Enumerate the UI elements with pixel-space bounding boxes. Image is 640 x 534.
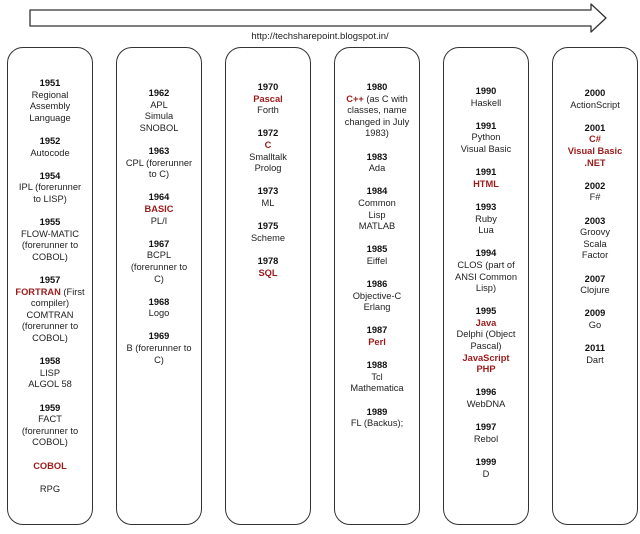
timeline-entry	[553, 308, 637, 331]
language-text: changed in July	[344, 116, 410, 127]
entry-year: 2002	[584, 180, 606, 191]
entry-year: 1963	[148, 145, 170, 156]
language-text: Ada	[368, 163, 386, 174]
language-line	[226, 105, 310, 117]
entry-year: 1984	[366, 186, 388, 197]
language-line	[226, 163, 310, 175]
entry-year: 2009	[584, 308, 606, 319]
language-line	[8, 461, 92, 473]
entry-year: 2003	[584, 215, 606, 226]
entry-year: 2000	[584, 88, 606, 98]
entry-year: 1975	[257, 221, 279, 232]
language-line	[553, 239, 637, 251]
language-text: (forerunner to	[130, 261, 188, 272]
timeline-entry	[8, 78, 92, 124]
timeline-entry	[8, 403, 92, 449]
timeline-entry	[226, 82, 310, 117]
entry-year: 1990	[475, 86, 497, 96]
language-line	[117, 250, 201, 262]
language-line	[8, 426, 92, 438]
language-line	[444, 469, 528, 481]
language-text: Ruby	[475, 213, 497, 224]
decade-column	[443, 47, 529, 525]
language-line	[8, 252, 92, 264]
language-text: classes, name	[347, 105, 407, 116]
language-line	[444, 318, 528, 330]
language-line	[226, 198, 310, 210]
language-line	[444, 260, 528, 272]
entry-year: 1994	[475, 248, 497, 259]
language-text: Smalltalk	[249, 151, 287, 162]
timeline-entry	[335, 279, 419, 314]
language-line	[553, 158, 637, 170]
language-text: COBOL)	[32, 251, 68, 262]
language-text: Tcl	[371, 371, 383, 382]
language-line	[444, 144, 528, 156]
language-line	[444, 353, 528, 365]
timeline-entry	[117, 297, 201, 320]
language-text: Lisp	[368, 209, 386, 220]
language-line	[8, 414, 92, 426]
highlighted-language: C	[264, 139, 272, 150]
entry-year: 1954	[39, 170, 61, 181]
timeline-entry	[226, 128, 310, 174]
language-text: Clojure	[580, 285, 610, 296]
highlighted-language: JavaScript	[462, 352, 510, 363]
language-text: WebDNA	[466, 399, 506, 410]
language-text: F#	[589, 192, 601, 203]
language-line	[553, 250, 637, 262]
language-line	[444, 272, 528, 284]
language-text: (as C with	[363, 93, 408, 104]
decade-column	[7, 47, 93, 525]
timeline-entry	[444, 121, 528, 156]
language-text: COBOL)	[32, 333, 68, 344]
language-line	[8, 182, 92, 194]
language-line	[335, 418, 419, 430]
timeline-entry	[117, 88, 201, 134]
language-line	[553, 146, 637, 158]
language-line	[8, 194, 92, 206]
timeline-entry	[444, 387, 528, 410]
language-line	[8, 101, 92, 113]
language-text: compiler)	[30, 298, 70, 309]
timeline-entry	[444, 457, 528, 480]
timeline-entry	[444, 248, 528, 294]
language-line	[444, 341, 528, 353]
language-line	[117, 204, 201, 216]
decade-column	[552, 47, 638, 525]
highlighted-language: C#	[589, 134, 601, 145]
language-line	[444, 434, 528, 446]
language-line	[335, 291, 419, 303]
entry-year: 1951	[39, 78, 61, 88]
entry-year: 1970	[257, 82, 279, 92]
entry-year: 1957	[39, 275, 61, 286]
timeline-entry	[226, 186, 310, 209]
entry-year: 1968	[148, 296, 170, 307]
language-line	[117, 111, 201, 123]
language-text: (forerunner to	[21, 425, 79, 436]
timeline-entry	[553, 88, 637, 111]
language-text: CPL (forerunner	[125, 157, 193, 168]
entry-year: 1995	[475, 306, 497, 317]
language-line	[444, 283, 528, 295]
timeline-entry	[8, 171, 92, 206]
language-text: FLOW-MATIC	[20, 228, 79, 239]
decade-column	[116, 47, 202, 525]
language-text: ActionScript	[570, 99, 620, 110]
language-line	[226, 268, 310, 280]
language-line	[8, 287, 92, 299]
language-line	[8, 379, 92, 391]
entry-year: 1989	[366, 406, 388, 417]
timeline-entry	[335, 325, 419, 348]
language-text: Forth	[257, 105, 279, 116]
language-text: FL (Backus);	[350, 418, 404, 429]
language-text: Common	[358, 197, 396, 208]
timeline-entry	[444, 202, 528, 237]
language-text: FACT	[38, 414, 62, 425]
language-line	[335, 221, 419, 233]
entry-year: 1985	[366, 244, 388, 255]
timeline-entry	[553, 274, 637, 297]
highlighted-language: SQL	[258, 267, 278, 278]
language-line	[117, 123, 201, 135]
language-text: (forerunner to	[21, 240, 79, 251]
language-line	[335, 256, 419, 268]
language-text: to LISP)	[33, 193, 67, 204]
language-text: Rebol	[473, 433, 499, 444]
highlighted-language: HTML	[473, 178, 499, 189]
language-text: RPG	[39, 483, 61, 494]
timeline-entry	[553, 216, 637, 262]
language-text: Lisp)	[475, 283, 497, 294]
timeline-entry	[117, 331, 201, 366]
language-text: ML	[261, 197, 275, 208]
language-line	[553, 100, 637, 112]
language-text: Scala	[583, 238, 607, 249]
language-line	[117, 262, 201, 274]
language-line	[335, 337, 419, 349]
timeline-entry	[335, 82, 419, 140]
language-text: Haskell	[470, 97, 502, 108]
entry-year: 1959	[39, 402, 61, 413]
language-text: Delphi (Object	[456, 329, 516, 340]
highlighted-language: COBOL	[33, 460, 67, 471]
language-line	[444, 214, 528, 226]
language-text: Python	[471, 132, 501, 143]
language-text: SNOBOL	[139, 122, 179, 133]
language-text: Mathematica	[350, 383, 404, 394]
language-text: Groovy	[580, 227, 610, 238]
language-line	[8, 333, 92, 345]
language-line	[117, 216, 201, 228]
language-line	[335, 383, 419, 395]
entry-year: 1973	[257, 186, 279, 197]
language-text: Autocode	[30, 147, 70, 158]
language-text: COMTRAN	[26, 309, 74, 320]
language-line	[8, 321, 92, 333]
timeline-entry	[8, 484, 92, 496]
language-line	[444, 225, 528, 237]
language-text: to C)	[148, 169, 170, 180]
language-text: Objective-C	[352, 290, 402, 301]
language-line	[335, 302, 419, 314]
timeline-entry	[8, 217, 92, 263]
highlighted-language: BASIC	[144, 203, 174, 214]
language-text: Assembly	[29, 101, 71, 112]
language-line	[8, 90, 92, 102]
timeline-entry	[8, 356, 92, 391]
language-line	[553, 285, 637, 297]
language-text: Dart	[586, 354, 604, 365]
language-text: MATLAB	[358, 221, 396, 232]
language-line	[444, 98, 528, 110]
language-text: Scheme	[250, 232, 286, 243]
highlighted-language: Java	[475, 317, 497, 328]
timeline-entry	[117, 146, 201, 181]
timeline-entry	[444, 422, 528, 445]
language-text: Go	[588, 319, 602, 330]
timeline-arrow	[0, 0, 640, 34]
language-line	[335, 210, 419, 222]
language-text: Pascal)	[470, 341, 502, 352]
language-text: D	[482, 468, 490, 479]
entry-year: 1964	[148, 192, 170, 203]
language-line	[117, 355, 201, 367]
language-text: B (forerunner to	[126, 343, 192, 354]
timeline-entry	[335, 186, 419, 232]
entry-year: 1978	[257, 255, 279, 266]
entry-year: 1991	[475, 120, 497, 131]
language-text: IPL (forerunner	[18, 182, 82, 193]
language-text: BCPL	[146, 250, 172, 261]
decade-column	[225, 47, 311, 525]
language-line	[335, 117, 419, 129]
language-line	[335, 372, 419, 384]
language-text: (forerunner to	[21, 321, 79, 332]
timeline-entry	[444, 86, 528, 109]
entry-year: 1996	[475, 387, 497, 398]
timeline-entry	[444, 167, 528, 190]
entry-year: 1988	[366, 360, 388, 371]
language-text: Prolog	[254, 163, 282, 174]
language-line	[553, 227, 637, 239]
language-line	[117, 308, 201, 320]
language-line	[8, 229, 92, 241]
highlighted-language: C++	[346, 93, 364, 104]
timeline-entry	[8, 136, 92, 159]
language-line	[444, 179, 528, 191]
language-line	[553, 320, 637, 332]
language-text: LISP	[39, 367, 61, 378]
language-line	[553, 355, 637, 367]
entry-year: 1952	[39, 135, 61, 146]
language-line	[8, 148, 92, 160]
language-text: CLOS (part of	[457, 259, 515, 270]
timeline-entry	[117, 192, 201, 227]
language-text: Factor	[581, 250, 609, 261]
language-line	[117, 274, 201, 286]
language-line	[444, 329, 528, 341]
entry-year: 1987	[366, 325, 388, 336]
timeline-entry	[117, 239, 201, 285]
highlighted-language: Perl	[368, 337, 386, 348]
language-line	[8, 113, 92, 125]
entry-year: 1991	[475, 167, 497, 178]
entry-year: 1980	[366, 82, 388, 92]
highlighted-language: Pascal	[253, 93, 283, 104]
highlighted-language: Visual Basic	[567, 145, 623, 156]
language-line	[226, 233, 310, 245]
entry-year: 1997	[475, 422, 497, 433]
timeline-entry	[553, 181, 637, 204]
entry-year: 1999	[475, 457, 497, 467]
entry-year: 1962	[148, 88, 170, 98]
entry-year: 1969	[148, 331, 170, 342]
entry-year: 1955	[39, 217, 61, 228]
timeline-entry	[444, 306, 528, 376]
entry-year: 1983	[366, 151, 388, 162]
language-line	[117, 169, 201, 181]
language-text: ALGOL 58	[28, 379, 72, 390]
language-text: Lua	[478, 225, 494, 236]
highlighted-language: FORTRAN	[15, 286, 61, 297]
language-line	[335, 163, 419, 175]
language-text: Language	[29, 112, 71, 123]
language-line	[553, 192, 637, 204]
timeline-entry	[226, 256, 310, 279]
language-line	[8, 298, 92, 310]
timeline-entry	[335, 244, 419, 267]
language-line	[8, 437, 92, 449]
language-text: PL/I	[150, 215, 168, 226]
language-text: C)	[154, 273, 164, 284]
highlighted-language: PHP	[476, 364, 496, 375]
language-line	[8, 368, 92, 380]
language-text: Simula	[144, 111, 174, 122]
language-text: 1983)	[365, 128, 389, 139]
language-line	[117, 158, 201, 170]
timeline-entry	[8, 461, 92, 473]
timeline-entry	[553, 123, 637, 169]
timeline-entry	[8, 275, 92, 345]
language-text: Erlang	[363, 302, 391, 313]
language-text: Regional	[31, 89, 69, 100]
language-line	[335, 94, 419, 106]
language-text: ANSI Common	[455, 271, 517, 282]
decade-column	[334, 47, 420, 525]
entry-year: 1958	[39, 356, 61, 367]
language-line	[8, 484, 92, 496]
language-line	[226, 94, 310, 106]
entry-year: 2007	[584, 273, 606, 284]
language-line	[117, 100, 201, 112]
language-line	[553, 134, 637, 146]
language-line	[226, 152, 310, 164]
entry-year: 1993	[475, 201, 497, 212]
highlighted-language: .NET	[584, 157, 606, 168]
entry-year: 1986	[366, 279, 388, 290]
entry-year: 1967	[148, 238, 170, 249]
language-text: Visual Basic	[460, 143, 512, 154]
timeline-entry	[335, 360, 419, 395]
language-text: Eiffel	[366, 255, 388, 266]
timeline-entry	[553, 343, 637, 366]
language-line	[444, 399, 528, 411]
language-text: (First	[60, 286, 85, 297]
timeline-entry	[335, 152, 419, 175]
timeline-entry	[226, 221, 310, 244]
language-text: Logo	[148, 308, 170, 319]
entry-year: 2001	[584, 122, 606, 133]
entry-year: 1972	[257, 128, 279, 139]
language-text: COBOL)	[32, 437, 68, 448]
entry-year: 2011	[584, 343, 606, 354]
language-text: APL	[150, 99, 168, 110]
language-line	[8, 310, 92, 322]
language-line	[335, 198, 419, 210]
source-url: http://techsharepoint.blogspot.in/	[251, 31, 389, 42]
language-line	[335, 105, 419, 117]
language-line	[444, 132, 528, 144]
language-line	[444, 364, 528, 376]
language-line	[117, 343, 201, 355]
timeline-entry	[335, 407, 419, 430]
language-line	[335, 128, 419, 140]
language-line	[8, 240, 92, 252]
language-line	[226, 140, 310, 152]
language-text: C)	[154, 354, 164, 365]
